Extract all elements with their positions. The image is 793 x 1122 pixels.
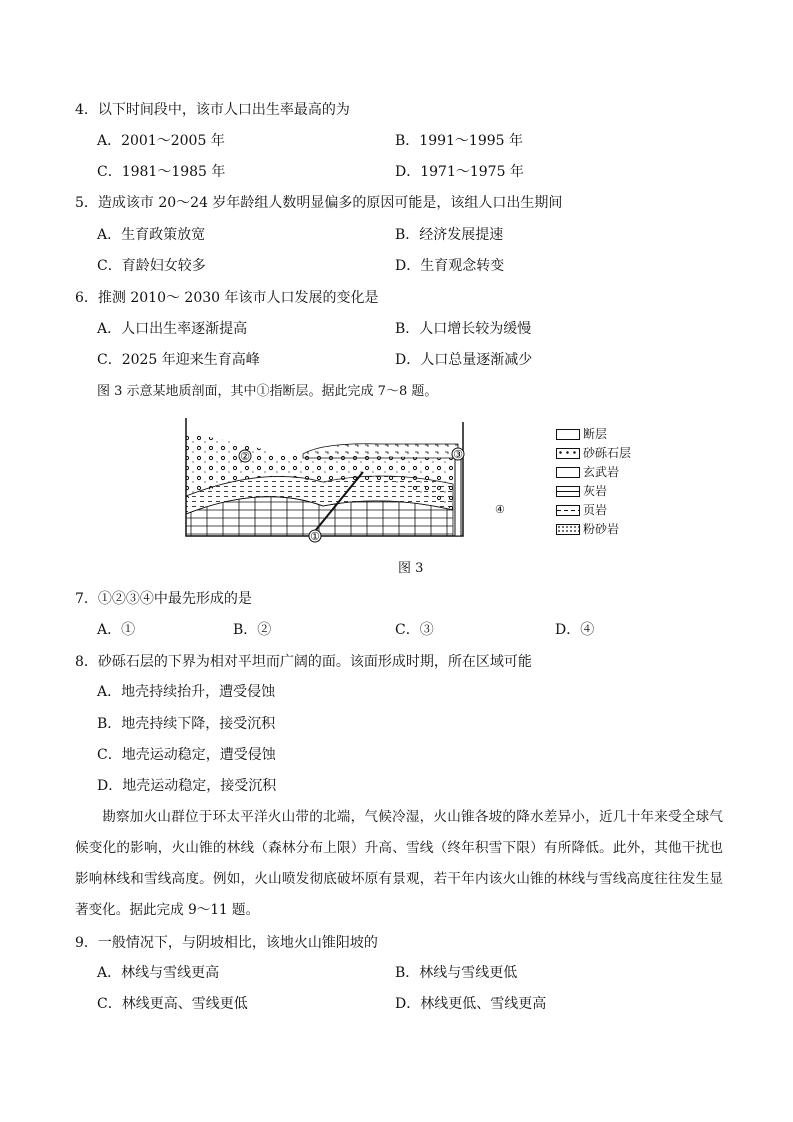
marker-1: ① [310,530,320,543]
q5-option-b: B．经济发展提速 [395,227,504,243]
q8-option-b: B．地壳持续下降，接受沉积 [97,716,276,732]
legend-siltstone [556,520,619,537]
q4-option-b: B．1991～1995 年 [395,133,523,149]
q8-option-d: D．地壳运动稳定，接受沉积 [97,778,277,794]
legend-shale [556,501,607,518]
question-5-stem: 5．造成该市 20～24 岁年龄组人数明显偏多的原因可能是，该组人口出生期间 [75,195,563,211]
figure-caption: 图 3 [398,561,424,576]
question-6-stem: 6．推测 2010～ 2030 年该市人口发展的变化是 [75,290,379,306]
q4-option-c: C．1981～1985 年 [97,164,226,180]
legend-label: 断层 [583,427,608,441]
question-8-stem: 8．砂砾石层的下界为相对平坦而广阔的面。该面形成时期，所在区域可能 [75,654,532,670]
q5-option-c: C．育龄妇女较多 [97,258,206,274]
q6-option-c: C．2025 年迎来生育高峰 [97,352,260,368]
q6-option-b: B．人口增长较为缓慢 [395,321,532,337]
q9-option-d: D．林线更低、雪线更高 [395,996,547,1012]
legend-label: 页岩 [583,503,608,517]
reading-passage: 勘察加火山群位于环太平洋火山带的北端，气候冷湿，火山锥各坡的降水差异小，近几十年来受全球气候变化的影响，火山锥的林线（森林分布上限）升高、雪线（终年积雪下限）有所降低。此外，其他干扰也影响林线和雪线高度。例如，火山喷发彻底破坏原有景观，若干年内该火山锥的林线与雪线高度往往发生显著变化。据此完成 9～11 题。 [75,809,723,918]
q5-option-d: D．生育观念转变 [395,258,505,274]
marker-4: ④ [495,503,505,516]
legend-label: 砂砾石层 [583,446,632,460]
marker-3: ③ [453,448,463,461]
legend-label: 玄武岩 [583,465,620,479]
q4-option-d: D．1971～1975 年 [395,164,524,180]
legend-gravel [556,444,631,461]
q7-option-c: C．③ [395,622,434,638]
q6-option-d: D．人口总量逐渐减少 [395,352,533,368]
q9-option-b: B．林线与雪线更低 [395,965,518,981]
q7-option-a: A．① [97,622,136,638]
question-4-stem: 4．以下时间段中，该市人口出生率最高的为 [75,102,350,118]
question-7-stem: 7．①②③④中最先形成的是 [75,591,252,607]
question-9-stem: 9．一般情况下，与阴坡相比，该地火山锥阳坡的 [75,935,378,951]
geologic-cross-section [183,414,468,544]
q6-option-a: A．人口出生率逐渐提高 [97,321,248,337]
marker-2: ② [240,450,250,463]
legend-label: 粉砂岩 [583,522,620,536]
q7-option-d: D．④ [555,622,595,638]
q7-option-b: B．② [233,622,272,638]
q5-option-a: A．生育政策放宽 [97,227,206,243]
legend-fault [556,425,607,442]
q8-option-c: C．地壳运动稳定，遭受侵蚀 [97,747,276,763]
legend-basalt [556,463,619,480]
q4-option-a: A．2001～2005 年 [97,133,225,149]
figure-intro: 图 3 示意某地质剖面，其中①指断层。据此完成 7～8 题。 [97,384,438,399]
q9-option-a: A．林线与雪线更高 [97,965,220,981]
q9-option-c: C．林线更高、雪线更低 [97,996,248,1012]
legend-limestone [556,482,607,499]
legend-label: 灰岩 [583,484,608,498]
q8-option-a: A．地壳持续抬升，遭受侵蚀 [97,684,276,700]
